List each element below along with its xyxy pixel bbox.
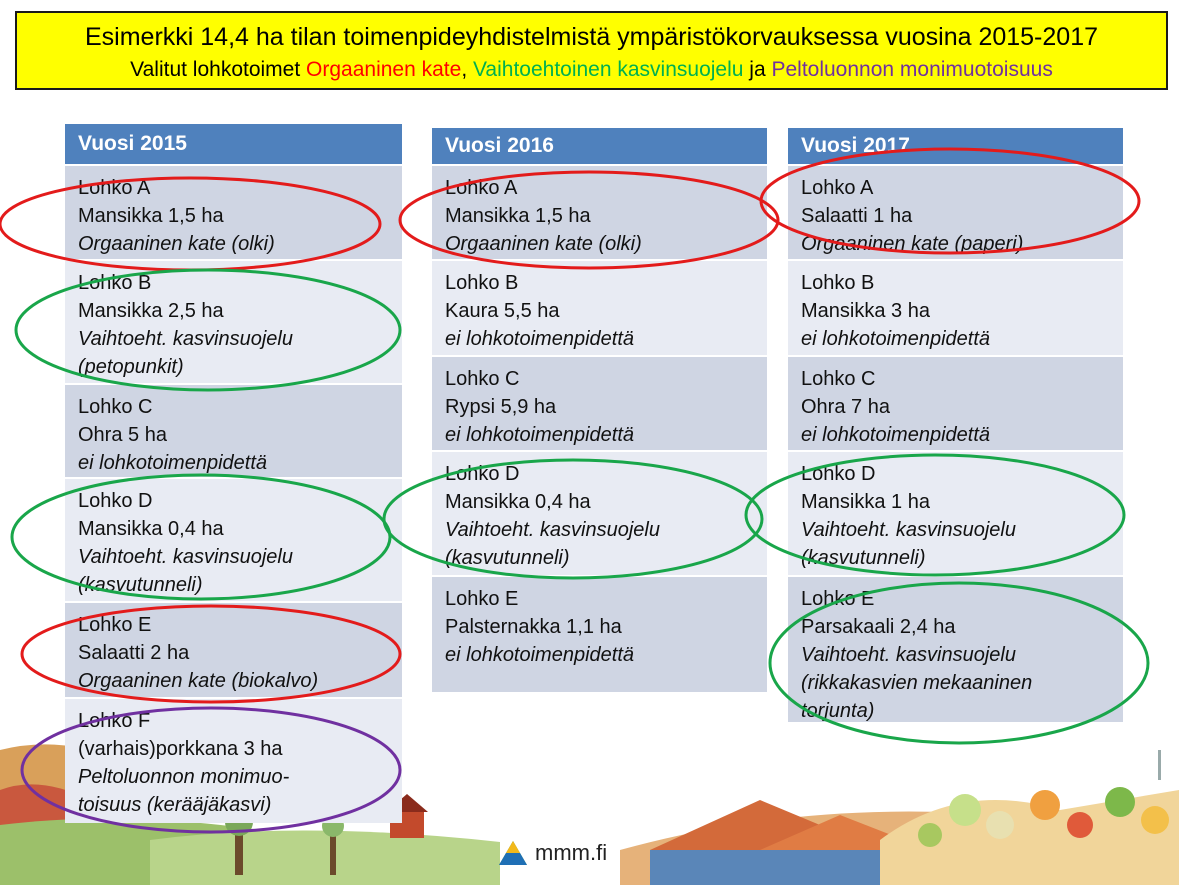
measure-text: toisuus (kerääjäkasvi) bbox=[78, 794, 272, 816]
plot-name: Lohko F bbox=[78, 710, 151, 732]
measure-text: torjunta) bbox=[801, 700, 875, 722]
plot-name: Lohko A bbox=[801, 177, 874, 199]
plot-cell bbox=[432, 166, 767, 259]
crop-area: Salaatti 2 ha bbox=[78, 642, 190, 664]
crop-area: Palsternakka 1,1 ha bbox=[445, 616, 622, 638]
measure-text: ei lohkotoimenpidettä bbox=[445, 328, 635, 350]
measure-text: ei lohkotoimenpidettä bbox=[445, 424, 635, 446]
measure-text: ei lohkotoimenpidettä bbox=[801, 328, 991, 350]
plot-cell bbox=[65, 385, 402, 477]
plot-cell bbox=[65, 166, 402, 259]
measure-text: ei lohkotoimenpidettä bbox=[445, 644, 635, 666]
crop-area: Mansikka 1,5 ha bbox=[445, 205, 591, 227]
plot-name: Lohko B bbox=[801, 272, 875, 294]
slide-title: Esimerkki 14,4 ha tilan toimenpideyhdistelmistä ympäristökorvauksessa vuosina 2015-2017 bbox=[84, 23, 1098, 51]
measure-text: Orgaaninen kate (olki) bbox=[445, 233, 642, 255]
plot-name: Lohko D bbox=[801, 463, 876, 485]
plot-cell bbox=[65, 261, 402, 383]
measure-text: Vaihtoeht. kasvinsuojelu bbox=[801, 519, 1016, 541]
plot-name: Lohko A bbox=[445, 177, 518, 199]
subtitle-organic-cover: Orgaaninen kate bbox=[306, 58, 462, 81]
plot-name: Lohko E bbox=[801, 588, 875, 610]
year-header: Vuosi 2017 bbox=[788, 128, 1123, 164]
measure-text: Peltoluonnon monimuo- bbox=[78, 766, 290, 788]
measure-text: (kasvutunneli) bbox=[801, 547, 926, 569]
subtitle-prefix: Valitut lohkotoimet bbox=[130, 58, 307, 81]
year-header: Vuosi 2015 bbox=[65, 124, 402, 164]
plot-cell bbox=[65, 699, 402, 823]
plot-name: Lohko E bbox=[445, 588, 519, 610]
plot-name: Lohko C bbox=[78, 396, 153, 418]
crop-area: Mansikka 0,4 ha bbox=[445, 491, 591, 513]
measure-text: (kasvutunneli) bbox=[78, 574, 203, 596]
crop-area: Mansikka 2,5 ha bbox=[78, 300, 224, 322]
plot-name: Lohko D bbox=[78, 490, 153, 512]
measure-text: (kasvutunneli) bbox=[445, 547, 570, 569]
subtitle-sep2: ja bbox=[743, 58, 772, 81]
crop-area: Ohra 7 ha bbox=[801, 396, 890, 418]
measure-text: (petopunkit) bbox=[78, 356, 184, 378]
plot-cell bbox=[788, 577, 1123, 722]
plot-cell bbox=[432, 261, 767, 355]
crop-area: Kaura 5,5 ha bbox=[445, 300, 560, 322]
measure-text: ei lohkotoimenpidettä bbox=[78, 452, 268, 474]
year-header: Vuosi 2016 bbox=[432, 128, 767, 164]
column-2017 bbox=[788, 128, 1123, 724]
plot-cell bbox=[788, 166, 1123, 259]
plot-name: Lohko C bbox=[445, 368, 520, 390]
crop-area: Mansikka 1 ha bbox=[801, 491, 930, 513]
mmm-logo[interactable] bbox=[497, 833, 607, 873]
crop-area: Mansikka 1,5 ha bbox=[78, 205, 224, 227]
crop-area: (varhais)porkkana 3 ha bbox=[78, 738, 283, 760]
plot-cell bbox=[432, 357, 767, 450]
plot-cell bbox=[432, 452, 767, 575]
measure-text: Vaihtoeht. kasvinsuojelu bbox=[78, 328, 293, 350]
measure-text: Orgaaninen kate (biokalvo) bbox=[78, 670, 319, 692]
plot-name: Lohko A bbox=[78, 177, 151, 199]
mmm-triangle-logo-icon bbox=[497, 839, 529, 867]
logo-text: mmm.fi bbox=[535, 840, 608, 865]
crop-area: Salaatti 1 ha bbox=[801, 205, 913, 227]
plot-name: Lohko B bbox=[445, 272, 519, 294]
plot-cell bbox=[788, 261, 1123, 355]
subtitle-sep1: , bbox=[461, 58, 473, 81]
measure-text: Vaihtoeht. kasvinsuojelu bbox=[78, 546, 293, 568]
measure-text: Vaihtoeht. kasvinsuojelu bbox=[801, 644, 1016, 666]
slide-subtitle bbox=[17, 58, 1166, 82]
plot-cell bbox=[788, 357, 1123, 450]
plot-name: Lohko C bbox=[801, 368, 876, 390]
crop-area: Mansikka 3 ha bbox=[801, 300, 930, 322]
title-box bbox=[15, 11, 1168, 90]
plot-name: Lohko E bbox=[78, 614, 152, 636]
measure-text: Orgaaninen kate (paperi) bbox=[801, 233, 1024, 255]
column-2015 bbox=[65, 124, 402, 825]
plot-name: Lohko B bbox=[78, 272, 152, 294]
plot-cell bbox=[65, 603, 402, 697]
crop-area: Ohra 5 ha bbox=[78, 424, 167, 446]
subtitle-alt-protection: Vaihtoehtoinen kasvinsuojelu bbox=[472, 58, 744, 81]
measure-text: Orgaaninen kate (olki) bbox=[78, 233, 275, 255]
plot-cell bbox=[788, 452, 1123, 575]
measure-text: (rikkakasvien mekaaninen bbox=[801, 672, 1033, 694]
measure-text: Vaihtoeht. kasvinsuojelu bbox=[445, 519, 660, 541]
measure-text: ei lohkotoimenpidettä bbox=[801, 424, 991, 446]
plot-cell bbox=[65, 479, 402, 601]
crop-area: Rypsi 5,9 ha bbox=[445, 396, 557, 418]
crop-area: Mansikka 0,4 ha bbox=[78, 518, 224, 540]
plot-cell bbox=[432, 577, 767, 692]
subtitle-biodiversity: Peltoluonnon monimuotoisuus bbox=[771, 58, 1053, 81]
column-2016 bbox=[432, 128, 767, 694]
plot-name: Lohko D bbox=[445, 463, 520, 485]
crop-area: Parsakaali 2,4 ha bbox=[801, 616, 956, 638]
